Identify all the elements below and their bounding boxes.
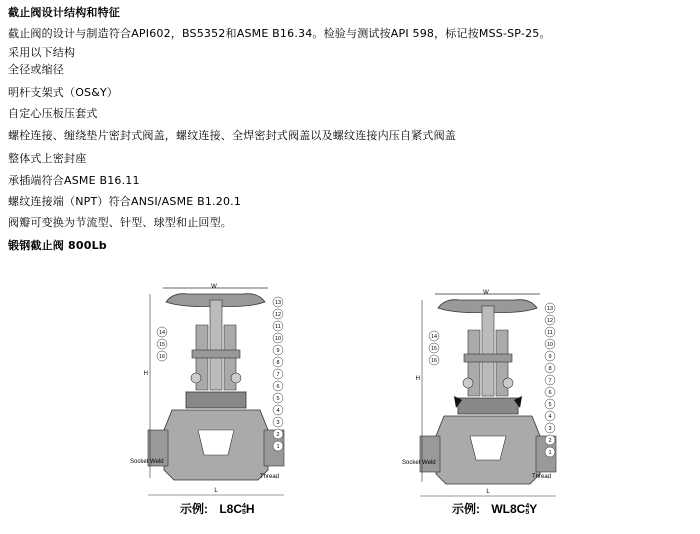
caption-suffix: Y <box>529 502 538 516</box>
svg-text:3: 3 <box>548 426 552 432</box>
thread-label: Thread <box>532 474 552 480</box>
diagram-caption <box>180 500 255 517</box>
svg-text:7: 7 <box>276 372 280 378</box>
svg-text:8: 8 <box>276 360 280 366</box>
svg-text:3: 3 <box>276 420 280 426</box>
svg-text:13: 13 <box>546 306 554 312</box>
valve-diagram-welded <box>400 288 570 523</box>
socket-weld-label: Socket Weld <box>402 460 436 466</box>
svg-text:2: 2 <box>276 432 280 438</box>
svg-text:5: 5 <box>548 402 552 408</box>
svg-text:16: 16 <box>430 358 438 364</box>
spec-line: 明杆支架式（OS&Y） <box>8 86 119 99</box>
section-title: 锻钢截止阀 800Lb <box>8 239 107 252</box>
caption-sub: 5 <box>525 508 530 516</box>
valve-drawing <box>400 288 570 523</box>
spec-line: 整体式上密封座 <box>8 152 87 165</box>
svg-text:12: 12 <box>274 312 282 318</box>
spec-line: 螺栓连接、缠绕垫片密封式阀盖，螺纹连接、全焊密封式阀盖以及螺纹连接内压自紧式阀盖 <box>8 129 456 142</box>
spec-line: 截止阀的设计与制造符合API602，BS5352和ASME B16.34。检验与测试按API 598，标记按MSS-SP-25。 <box>8 27 551 40</box>
svg-text:14: 14 <box>430 334 438 340</box>
svg-text:10: 10 <box>274 336 282 342</box>
caption-sup: 4 <box>525 502 530 510</box>
spec-line: 采用以下结构 <box>8 46 76 59</box>
dim-h-label: H <box>415 376 420 382</box>
svg-text:6: 6 <box>276 384 280 390</box>
svg-text:4: 4 <box>276 408 280 414</box>
callouts-left <box>429 331 439 365</box>
spec-line: 阀瓣可变换为节流型、针型、球型和止回型。 <box>8 216 232 229</box>
caption-prefix: 示例: <box>452 502 480 516</box>
svg-text:14: 14 <box>158 330 166 336</box>
svg-text:10: 10 <box>546 342 554 348</box>
svg-text:16: 16 <box>158 354 166 360</box>
svg-text:8: 8 <box>548 366 552 372</box>
callouts-right <box>545 303 555 457</box>
svg-text:15: 15 <box>158 342 166 348</box>
valve-diagram-socket-bolted <box>128 280 298 525</box>
dim-w-label: W <box>211 284 217 290</box>
caption-prefix: 示例: <box>180 502 208 516</box>
svg-text:9: 9 <box>548 354 552 360</box>
dim-h-label: H <box>143 371 148 377</box>
svg-text:5: 5 <box>276 396 280 402</box>
svg-text:13: 13 <box>274 300 282 306</box>
svg-text:1: 1 <box>276 444 280 450</box>
caption-model: L8C <box>219 502 243 516</box>
svg-text:2: 2 <box>548 438 552 444</box>
svg-text:9: 9 <box>276 348 280 354</box>
svg-text:15: 15 <box>430 346 438 352</box>
caption-suffix: H <box>245 502 255 516</box>
heading: 截止阀设计结构和特征 <box>8 6 120 19</box>
dim-l-label: L <box>214 488 218 494</box>
svg-text:6: 6 <box>548 390 552 396</box>
callouts-left <box>157 327 167 361</box>
callouts-right <box>273 297 283 451</box>
svg-text:11: 11 <box>547 330 553 336</box>
svg-text:7: 7 <box>548 378 552 384</box>
thread-label: Thread <box>260 474 280 480</box>
svg-text:4: 4 <box>548 414 552 420</box>
svg-text:12: 12 <box>546 318 554 324</box>
caption-sup: 4 <box>242 502 246 510</box>
dim-l-label: L <box>486 489 490 495</box>
caption-model: WL8C <box>491 502 526 516</box>
spec-line: 自定心压板压套式 <box>8 107 98 120</box>
socket-weld-label: Socket Weld <box>130 459 164 465</box>
svg-text:1: 1 <box>548 450 552 456</box>
dim-w-label: W <box>483 290 489 296</box>
diagram-caption <box>452 500 537 517</box>
caption-sub: 5 <box>242 508 246 516</box>
spec-line: 螺纹连接端（NPT）符合ANSI/ASME B1.20.1 <box>8 195 242 208</box>
spec-line: 承插端符合ASME B16.11 <box>8 174 140 187</box>
spec-line: 全径或缩径 <box>8 63 64 76</box>
valve-drawing <box>128 280 298 525</box>
svg-text:11: 11 <box>275 324 281 330</box>
